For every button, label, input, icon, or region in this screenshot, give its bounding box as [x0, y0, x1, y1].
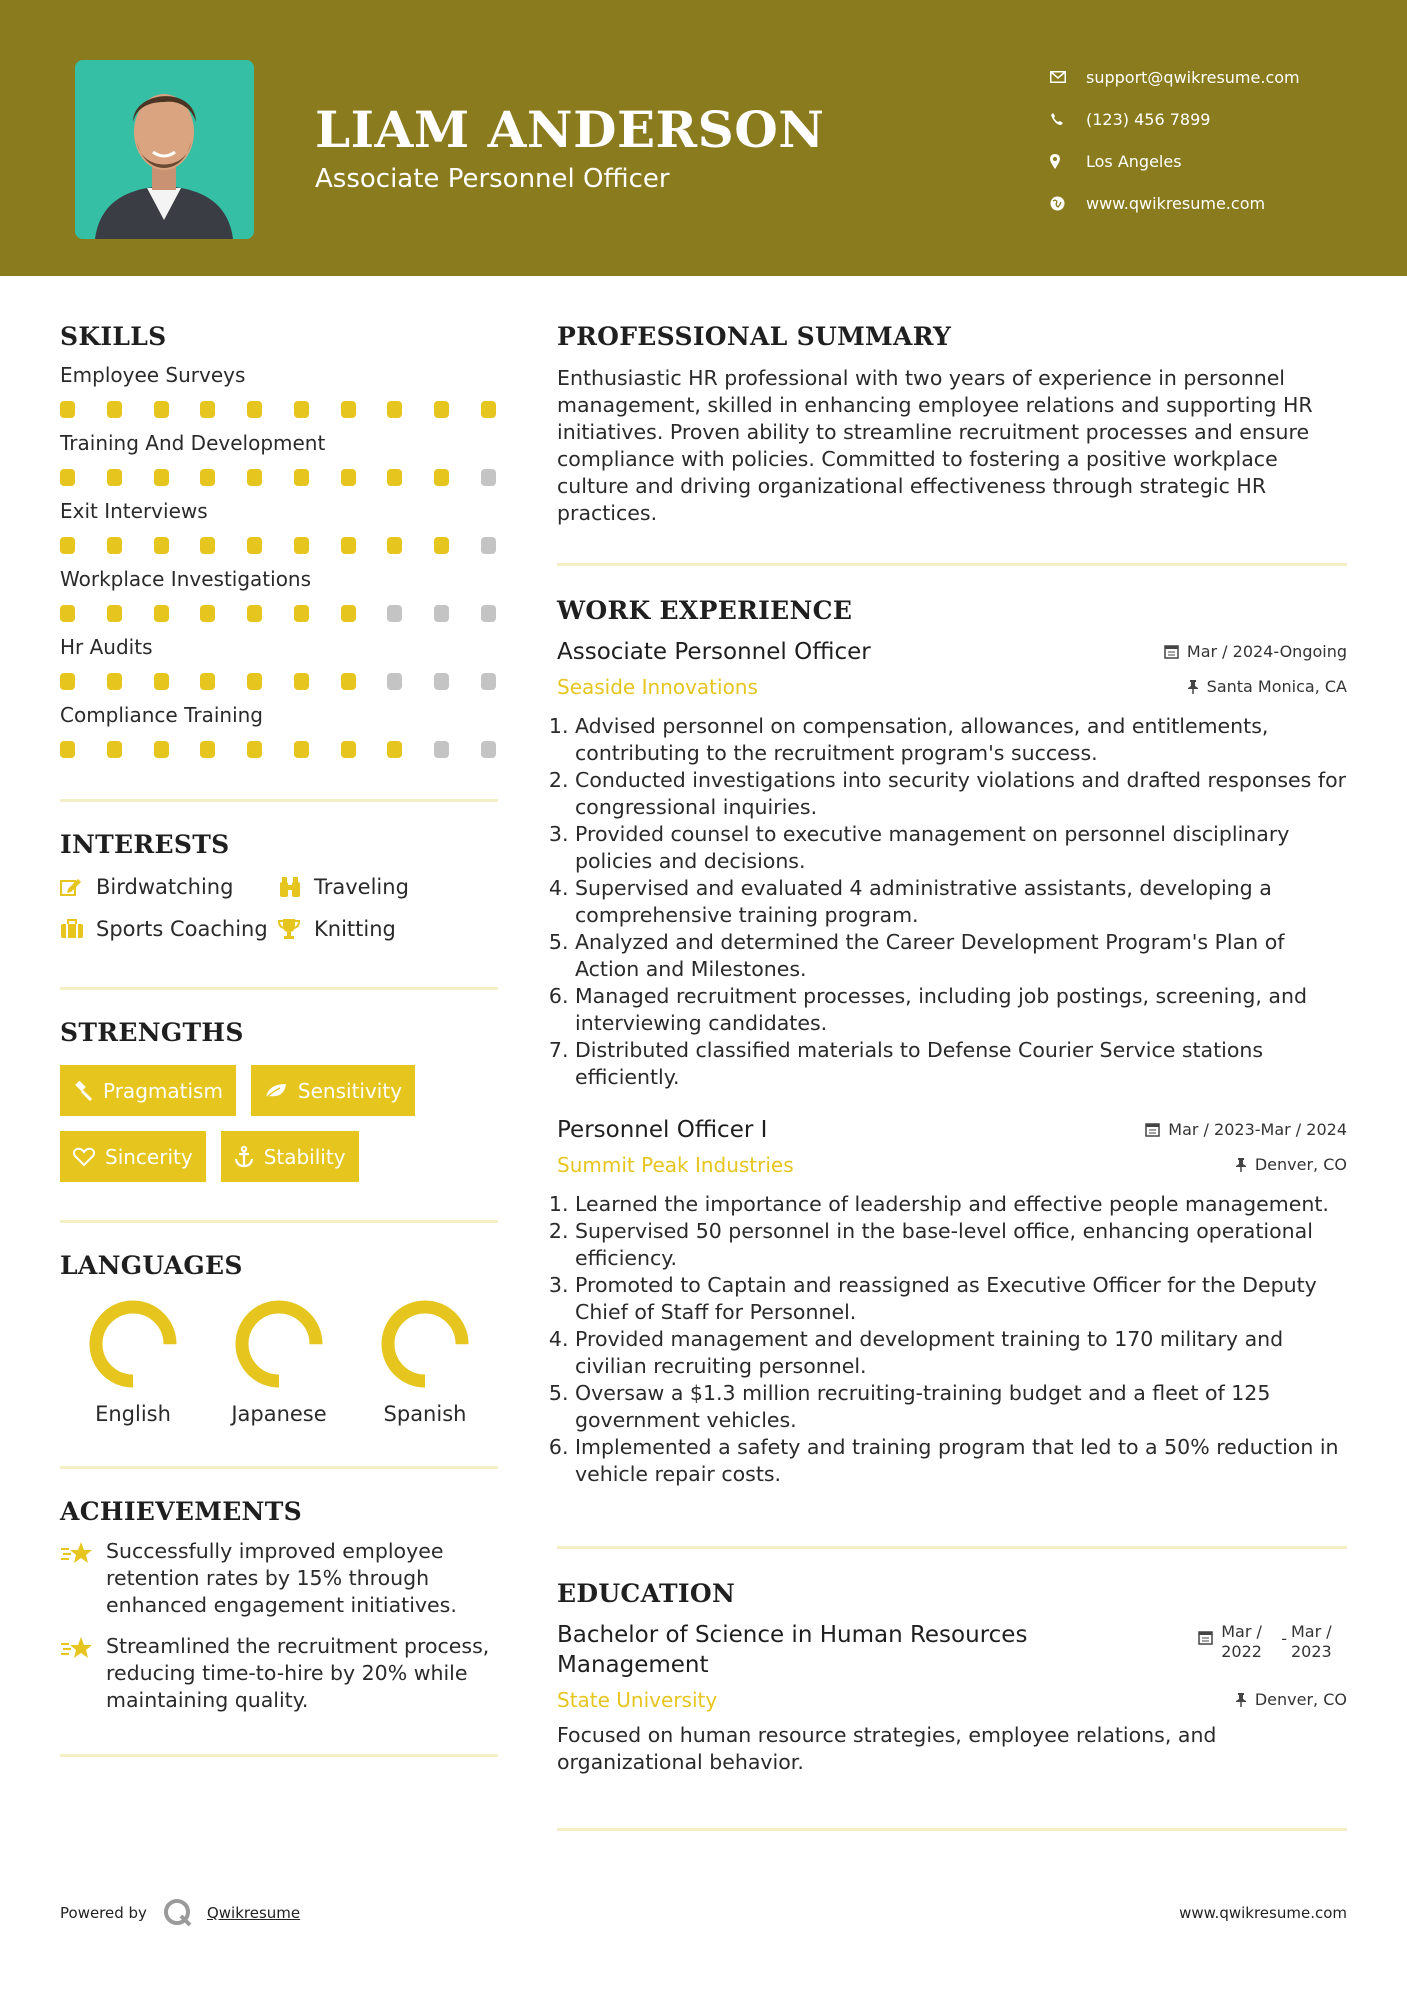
education-entry: [557, 1620, 1347, 1776]
skill-level-dot: [60, 673, 75, 690]
skill-level-dot: [434, 469, 449, 486]
interest-label: Knitting: [314, 917, 396, 941]
education-location: [1235, 1690, 1347, 1709]
skill-level-dot: [294, 673, 309, 690]
skill-level-dot: [154, 741, 169, 758]
strengths-list: [60, 1065, 498, 1182]
skill-level-dots: [60, 605, 498, 623]
skill-level-dot: [294, 537, 309, 554]
skill-level-dot: [481, 741, 496, 758]
skill-level-dot: [434, 537, 449, 554]
shooting-star-icon: [60, 1538, 106, 1619]
calendar-icon: [1198, 1630, 1213, 1645]
education-description: Focused on human resource strategies, employee relations, and organizational behavior.: [557, 1723, 1217, 1774]
skill-level-dot: [247, 741, 262, 758]
skill-level-dot: [434, 673, 449, 690]
duty-item: 5. Oversaw a $1.3 million recruiting-training budget and a fleet of 125 government vehicles.: [575, 1380, 1347, 1434]
job-title: Associate Personnel Officer: [557, 639, 871, 665]
calendar-icon: [1164, 644, 1179, 659]
skill-level-dot: [60, 537, 75, 554]
section-divider: [557, 1546, 1347, 1549]
duty-item: 4. Provided management and development training to 170 military and civilian recruiting personnel.: [575, 1326, 1347, 1380]
date-separator: -: [1281, 1629, 1287, 1648]
achievement-item: [60, 1633, 498, 1714]
suitcase-icon: [60, 919, 96, 939]
job-dates: [1145, 1120, 1347, 1139]
language-item: [352, 1298, 498, 1426]
skill-item: [60, 635, 498, 691]
skill-name: Compliance Training: [60, 703, 263, 727]
skill-level-dot: [60, 401, 75, 418]
footer-url[interactable]: www.qwikresume.com: [1179, 1904, 1347, 1922]
skill-level-dots: [60, 741, 498, 759]
job-duties: [557, 713, 1347, 1091]
duty-item: 1. Advised personnel on compensation, allowances, and entitlements, contributing to the recruitment program's success.: [575, 713, 1347, 767]
strengths-heading: STRENGTHS: [60, 1018, 244, 1047]
candidate-name: LIAM ANDERSON: [315, 100, 825, 159]
school-name: State University: [557, 1688, 718, 1712]
job-location: [1235, 1155, 1347, 1174]
skill-name: Training And Development: [60, 431, 326, 455]
section-divider: [60, 1220, 498, 1223]
job-location-text: Denver, CO: [1254, 1155, 1347, 1174]
skill-level-dot: [341, 401, 356, 418]
duty-item: 1. Learned the importance of leadership and effective people management.: [575, 1191, 1347, 1218]
duty-item: 6. Implemented a safety and training program that led to a 50% reduction in vehicle repair costs.: [575, 1434, 1347, 1488]
skill-level-dot: [481, 469, 496, 486]
pushpin-icon: [1187, 679, 1199, 694]
skill-level-dot: [387, 537, 402, 554]
job-entry: [557, 1117, 1347, 1488]
job-dates: [1164, 642, 1347, 661]
language-item: [206, 1298, 352, 1426]
education-dates: [1198, 1622, 1347, 1662]
skill-level-dot: [341, 605, 356, 622]
strength-chip: [221, 1131, 359, 1182]
strength-chip: [60, 1065, 236, 1116]
skill-level-dots: [60, 401, 498, 419]
language-gauge-arc: [388, 1307, 462, 1381]
contact-phone-text: (123) 456 7899: [1086, 109, 1211, 129]
section-divider: [60, 1466, 498, 1469]
interests-list: [60, 875, 498, 941]
skill-level-dot: [107, 605, 122, 622]
interest-label: Traveling: [314, 875, 409, 899]
candidate-title: Associate Personnel Officer: [315, 164, 670, 194]
duty-item: 5. Analyzed and determined the Career Development Program's Plan of Action and Milestones.: [575, 929, 1347, 983]
skill-level-dot: [200, 401, 215, 418]
skill-level-dot: [107, 673, 122, 690]
phone-icon: [1050, 109, 1086, 129]
skill-item: [60, 363, 498, 419]
skill-level-dot: [247, 605, 262, 622]
skill-name: Employee Surveys: [60, 363, 246, 387]
language-gauge: [87, 1298, 179, 1390]
pushpin-icon: [1235, 1157, 1247, 1172]
language-gauge-arc: [242, 1307, 316, 1381]
contact-email-text: support@qwikresume.com: [1086, 67, 1300, 87]
strength-label: Sincerity: [105, 1144, 193, 1169]
duty-item: 2. Conducted investigations into security violations and drafted responses for congressional inquiries.: [575, 767, 1347, 821]
skill-level-dot: [107, 741, 122, 758]
language-item: [60, 1298, 206, 1426]
skill-level-dot: [341, 469, 356, 486]
skill-level-dot: [481, 605, 496, 622]
company-name: Seaside Innovations: [557, 675, 758, 699]
skill-level-dot: [154, 469, 169, 486]
skill-level-dot: [247, 537, 262, 554]
skill-level-dot: [60, 741, 75, 758]
powered-by-label: Powered by: [60, 1904, 147, 1922]
pushpin-icon: [1235, 1692, 1247, 1707]
anchor-icon: [234, 1146, 254, 1168]
left-column: [60, 322, 498, 1757]
interest-item: [60, 917, 278, 941]
skill-level-dots: [60, 469, 498, 487]
achievement-text: Successfully improved employee retention rates by 15% through enhanced engagement initiatives.: [106, 1539, 457, 1617]
skill-name: Workplace Investigations: [60, 567, 312, 591]
skill-level-dot: [481, 673, 496, 690]
contact-website-text: www.qwikresume.com: [1086, 193, 1266, 213]
language-name: Spanish: [383, 1402, 467, 1426]
education-heading: EDUCATION: [557, 1579, 736, 1608]
skill-level-dot: [341, 673, 356, 690]
qwikresume-logo-icon: [163, 1898, 193, 1928]
skill-level-dot: [294, 741, 309, 758]
skill-level-dot: [387, 401, 402, 418]
interests-heading: INTERESTS: [60, 830, 230, 859]
calendar-icon: [1145, 1122, 1160, 1137]
skill-level-dot: [154, 537, 169, 554]
job-entry: [557, 639, 1347, 1091]
duty-item: 7. Distributed classified materials to Defense Courier Service stations efficiently.: [575, 1037, 1347, 1091]
achievements-heading: ACHIEVEMENTS: [60, 1497, 302, 1526]
skill-level-dot: [200, 469, 215, 486]
resume-header: [0, 0, 1407, 276]
skill-level-dot: [200, 605, 215, 622]
skill-level-dot: [247, 469, 262, 486]
contact-location-text: Los Angeles: [1086, 151, 1182, 171]
binoculars-icon: [278, 876, 314, 898]
profile-photo: [75, 60, 254, 239]
duty-item: 4. Supervised and evaluated 4 administrative assistants, developing a comprehensive training program.: [575, 875, 1347, 929]
skill-level-dot: [154, 401, 169, 418]
job-title: Personnel Officer I: [557, 1117, 768, 1143]
skill-level-dot: [107, 401, 122, 418]
location-pin-icon: [1050, 151, 1086, 171]
strength-label: Stability: [263, 1144, 346, 1169]
skill-level-dot: [387, 605, 402, 622]
education-date-start: Mar / 2022: [1221, 1622, 1262, 1661]
leaf-icon: [264, 1082, 288, 1100]
job-location-text: Santa Monica, CA: [1206, 677, 1347, 696]
strength-chip: [60, 1131, 206, 1182]
skill-level-dot: [387, 673, 402, 690]
company-name: Summit Peak Industries: [557, 1153, 794, 1177]
job-location: [1187, 677, 1347, 696]
skill-level-dots: [60, 537, 498, 555]
language-gauge: [233, 1298, 325, 1390]
skill-item: [60, 431, 498, 487]
skill-level-dot: [387, 469, 402, 486]
skill-level-dot: [481, 537, 496, 554]
skill-level-dot: [154, 673, 169, 690]
trophy-icon: [278, 918, 314, 940]
duty-item: 6. Managed recruitment processes, including job postings, screening, and interviewing candidates.: [575, 983, 1347, 1037]
skill-level-dot: [434, 605, 449, 622]
contact-list: [1050, 56, 1300, 224]
right-column: [557, 322, 1347, 1831]
gavel-icon: [73, 1081, 93, 1101]
skills-list: [60, 363, 498, 759]
contact-phone[interactable]: [1050, 98, 1300, 140]
summary-text: Enthusiastic HR professional with two years of experience in personnel management, skilled in enhancing employee relations and supporting HR initiatives. Proven ability to streamline recruitment processes and ensure compliance with policies. Committed to fostering a positive workplace culture and driving organizational effectiveness through strategic HR practices.: [557, 366, 1313, 525]
interest-item: [278, 917, 478, 941]
language-name: Japanese: [231, 1402, 327, 1426]
interest-item: [60, 875, 278, 899]
skill-level-dot: [434, 401, 449, 418]
skill-level-dots: [60, 673, 498, 691]
skill-level-dot: [387, 741, 402, 758]
skill-level-dot: [107, 537, 122, 554]
skill-level-dot: [200, 537, 215, 554]
envelope-icon: [1050, 67, 1086, 87]
degree-title: Bachelor of Science in Human Resources Management: [557, 1622, 1028, 1678]
skill-level-dot: [247, 673, 262, 690]
job-dates-text: Mar / 2024-Ongoing: [1186, 642, 1347, 661]
skills-heading: SKILLS: [60, 322, 167, 351]
summary-heading: PROFESSIONAL SUMMARY: [557, 322, 952, 351]
footer-powered-by: [60, 1898, 300, 1928]
contact-location: [1050, 140, 1300, 182]
job-duties: [557, 1191, 1347, 1488]
skill-level-dot: [60, 469, 75, 486]
skill-name: Hr Audits: [60, 635, 153, 659]
skill-level-dot: [294, 469, 309, 486]
contact-website[interactable]: [1050, 182, 1300, 224]
shooting-star-icon: [60, 1633, 106, 1714]
education-location-text: Denver, CO: [1254, 1690, 1347, 1709]
section-divider: [60, 799, 498, 802]
achievement-item: [60, 1538, 498, 1619]
education-date-end: Mar / 2023: [1291, 1622, 1332, 1661]
skill-level-dot: [247, 401, 262, 418]
skill-item: [60, 499, 498, 555]
duty-item: 3. Promoted to Captain and reassigned as Executive Officer for the Deputy Chief of Staff for Personnel.: [575, 1272, 1347, 1326]
skill-level-dot: [60, 605, 75, 622]
job-dates-text: Mar / 2023-Mar / 2024: [1168, 1120, 1347, 1139]
brand-link[interactable]: Qwikresume: [206, 1904, 301, 1922]
languages-list: [60, 1298, 498, 1426]
languages-heading: LANGUAGES: [60, 1251, 243, 1280]
skill-level-dot: [341, 537, 356, 554]
globe-icon: [1050, 193, 1086, 213]
skill-item: [60, 703, 498, 759]
achievement-text: Streamlined the recruitment process, reducing time-to-hire by 20% while maintaining quality.: [106, 1634, 490, 1712]
pencil-note-icon: [60, 877, 96, 897]
heart-icon: [73, 1147, 95, 1167]
contact-email[interactable]: [1050, 56, 1300, 98]
language-gauge: [379, 1298, 471, 1390]
strength-label: Pragmatism: [103, 1078, 223, 1103]
skill-level-dot: [200, 741, 215, 758]
section-divider: [60, 1754, 498, 1757]
duty-item: 3. Provided counsel to executive management on personnel disciplinary policies and decisions.: [575, 821, 1347, 875]
language-name: English: [95, 1402, 171, 1426]
strength-chip: [251, 1065, 415, 1116]
skill-level-dot: [107, 469, 122, 486]
section-divider: [557, 1828, 1347, 1831]
skill-level-dot: [294, 401, 309, 418]
duty-item: 2. Supervised 50 personnel in the base-level office, enhancing operational efficiency.: [575, 1218, 1347, 1272]
section-divider: [60, 987, 498, 990]
skill-item: [60, 567, 498, 623]
language-gauge-arc: [96, 1307, 170, 1381]
interest-label: Birdwatching: [96, 875, 234, 899]
skill-level-dot: [200, 673, 215, 690]
section-divider: [557, 563, 1347, 566]
interest-item: [278, 875, 478, 899]
skill-level-dot: [154, 605, 169, 622]
strength-label: Sensitivity: [297, 1078, 403, 1103]
experience-heading: WORK EXPERIENCE: [557, 596, 853, 625]
skill-level-dot: [481, 401, 496, 418]
skill-level-dot: [434, 741, 449, 758]
skill-level-dot: [294, 605, 309, 622]
skill-level-dot: [341, 741, 356, 758]
skill-name: Exit Interviews: [60, 499, 208, 523]
interest-label: Sports Coaching: [96, 917, 268, 941]
